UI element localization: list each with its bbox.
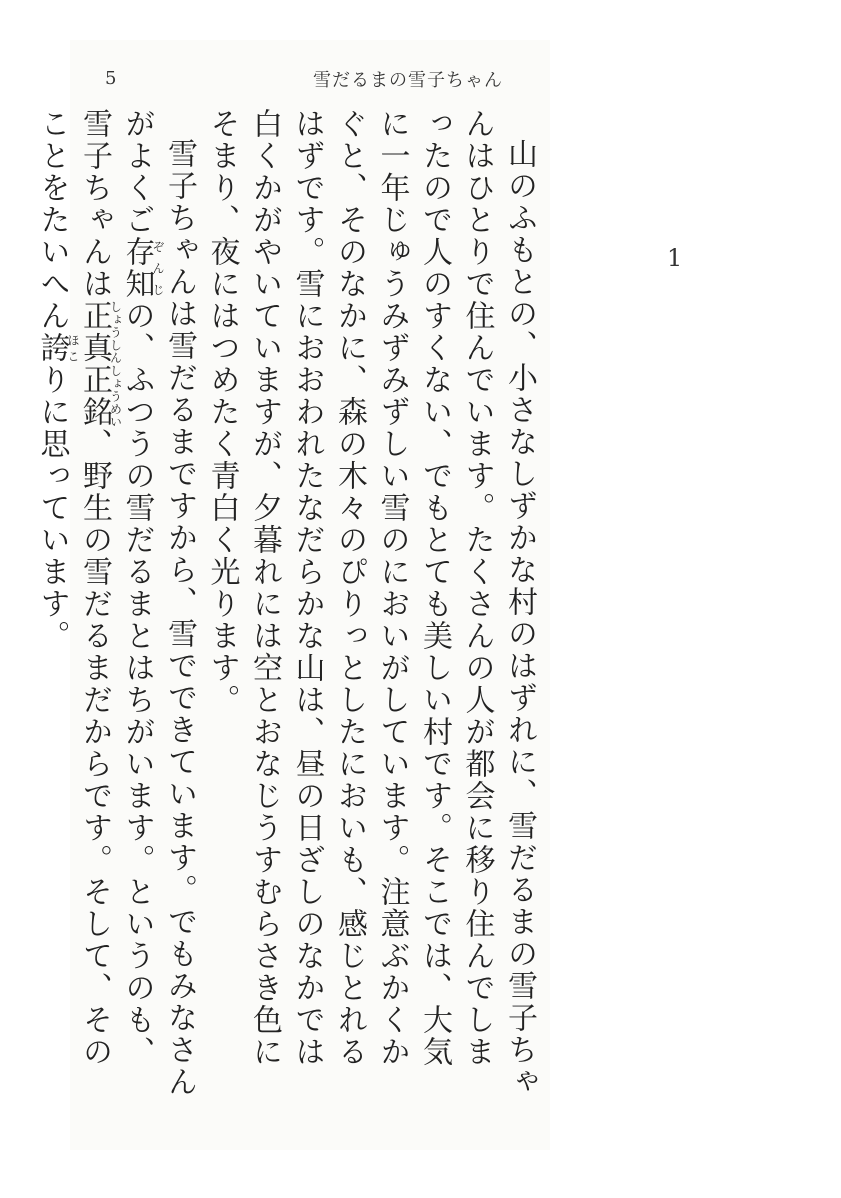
paragraph-2 (30, 108, 200, 1098)
ruby-zonji-base: 存知 (119, 236, 155, 300)
paragraph-2-part-c: 、野生の雪だるまだからです。そして、そのことをたいへん (34, 108, 112, 1068)
ruby-shoushin (77, 300, 123, 428)
page-number: 5 (105, 68, 117, 89)
paragraph-1: 山のふもとの、小さなしずかな村のはずれに、雪だるまの雪子ちゃんはひとりで住んでいます。たくさんの人が都会に移り住んでしまったので人のすくない、でもとても美しい村です。そこでは、大気に一年じゅうみずみずしい雪のにおいがしています。注意ぶかくかぐと、そのなかに、森の木々のぴりっとしたにおいも、感じとれるはずです。雪におおわれたなだらかな山は、昼の日ざしのなかでは白くかがやいていますが、夕暮れには空とおなじうすむらさき色にそまり、夜にはつめたく青白く光ります。 (204, 108, 537, 1098)
ruby-hoko (34, 332, 80, 364)
ruby-hoko-reading: ほこ (66, 332, 80, 364)
running-title: 雪だるまの雪子ちゃん (313, 70, 503, 91)
ruby-shoushin-base: 正真正銘 (77, 300, 112, 428)
paragraph-2-part-d: りに思っています。 (34, 364, 70, 652)
paragraph-2-part-b: の、ふつうの雪だるまとはちがいます。というのも、雪子ちゃんは (77, 108, 155, 1068)
ruby-zonji-reading: ぞんじ (151, 236, 165, 300)
chapter-number: 1 (667, 244, 683, 272)
paragraph-2-part-a: 雪子ちゃんは雪だるまですから、雪でできています。でもみなさんがよくご (119, 108, 197, 1098)
ruby-zonji (119, 236, 165, 300)
body-text (34, 108, 540, 1098)
ruby-shoushin-reading: しょうしんしょうめい (108, 300, 123, 428)
ruby-hoko-base: 誇 (34, 332, 70, 364)
